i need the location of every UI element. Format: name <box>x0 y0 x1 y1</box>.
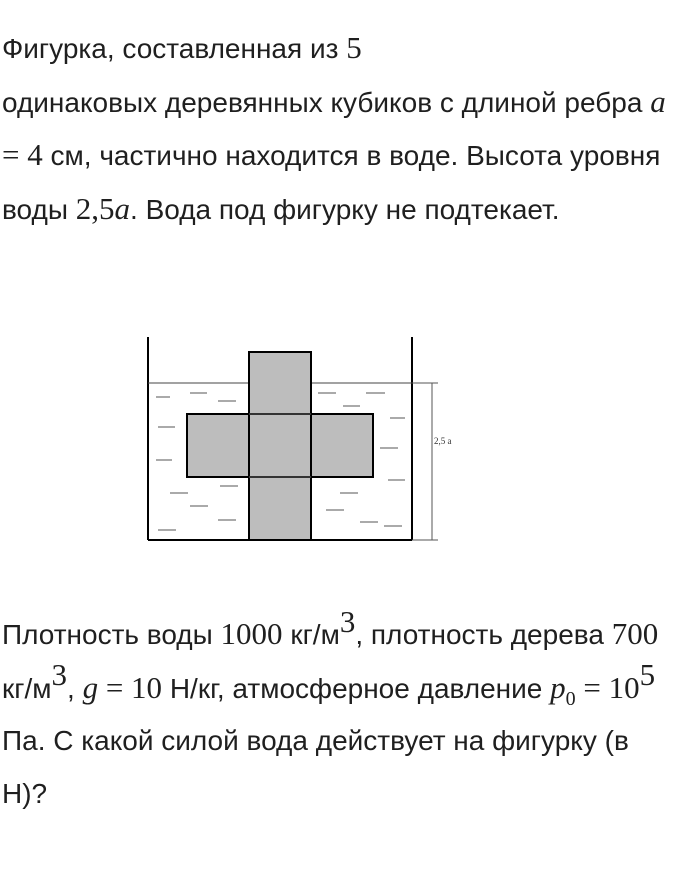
exponent: 3 <box>339 603 356 639</box>
height-label: 2,5 a <box>434 436 452 446</box>
gravity-variable: g <box>82 669 99 705</box>
cross-figure <box>187 352 373 540</box>
pressure-base: 10 <box>608 669 640 705</box>
exponent: 3 <box>51 657 67 693</box>
text-segment: . Вода под фигурку не подтекает. <box>130 193 560 225</box>
height-dimension <box>412 383 438 540</box>
density-unit: кг/м <box>282 619 340 650</box>
pressure-symbol: p <box>550 669 566 705</box>
density-unit: кг/м <box>2 672 52 704</box>
edge-value: 4 <box>27 137 43 172</box>
wood-density: 700 <box>611 616 659 651</box>
cube-top <box>249 352 311 414</box>
text-segment: см, частично находится в воде. Высота уровня воды <box>2 140 661 225</box>
equals-sign: = <box>575 669 609 705</box>
pressure-subscript: 0 <box>565 687 576 710</box>
edge-variable: a <box>650 83 666 119</box>
text-segment: Па. С какой силой вода действует на фигурку (в Н)? <box>2 725 629 809</box>
text-segment: , плотность дерева <box>355 619 612 650</box>
text-segment: Фигурка, составленная из <box>2 33 347 64</box>
text-segment: одинаковых деревянных кубиков с длиной ребра <box>2 86 651 118</box>
text-segment: , <box>67 672 83 704</box>
cube-left <box>187 414 249 477</box>
cube-center <box>249 414 311 477</box>
gravity-value: 10 <box>131 669 163 705</box>
cube-bottom <box>249 477 311 540</box>
text-segment: Плотность воды <box>2 619 221 650</box>
water-height-coef: 2,5 <box>75 190 115 226</box>
equals-sign: = <box>98 669 132 705</box>
pressure-variable <box>550 669 576 710</box>
equals-sign: = <box>2 137 28 172</box>
cube-right <box>311 414 373 477</box>
water-height-variable: a <box>114 190 131 226</box>
cube-count: 5 <box>346 30 362 65</box>
problem-question <box>2 603 672 820</box>
pressure-exponent: 5 <box>639 657 656 693</box>
water-density: 1000 <box>220 616 283 651</box>
text-segment: Н/кг, атмосферное давление <box>162 672 551 704</box>
